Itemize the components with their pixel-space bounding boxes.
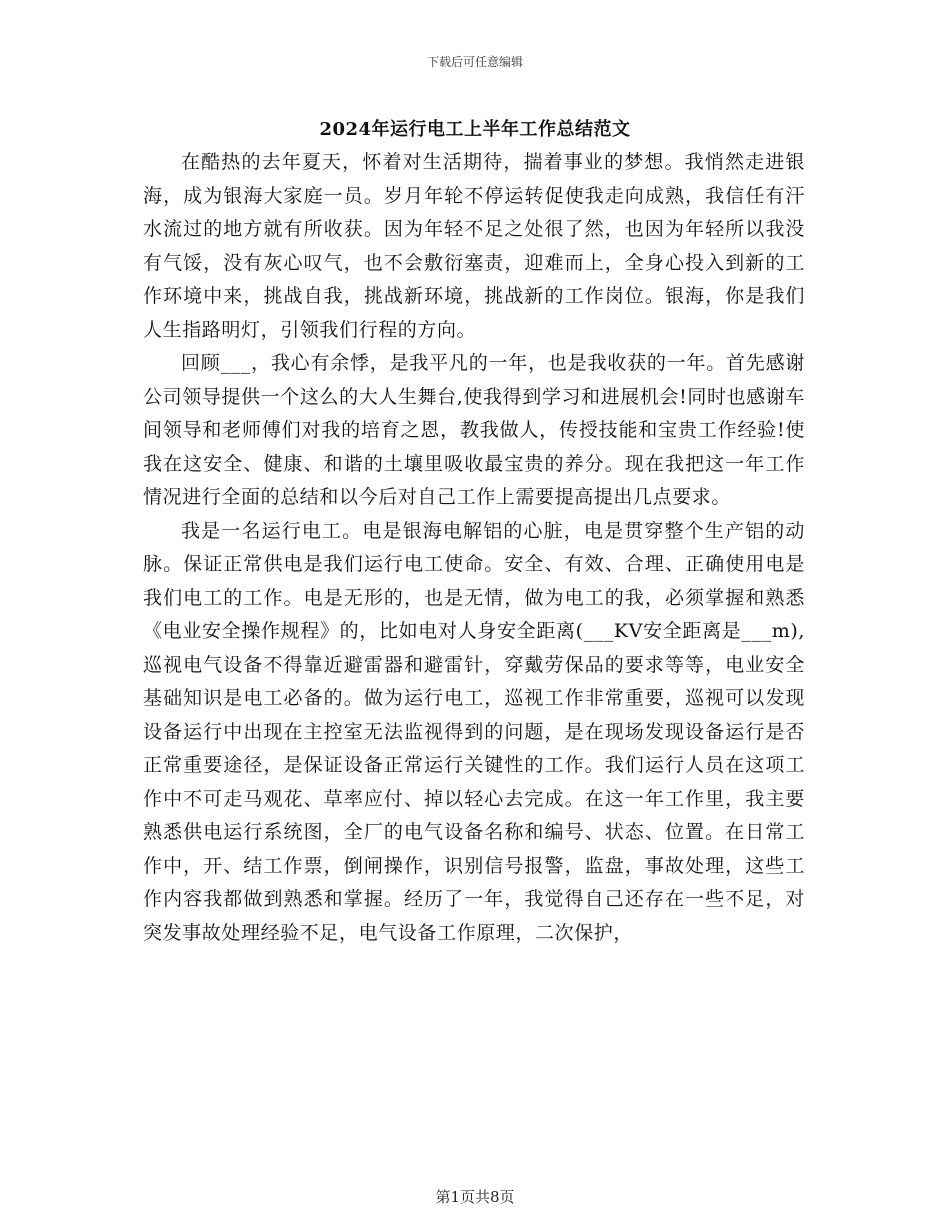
paragraph-3: 我是一名运行电工。电是银海电解铝的心脏，电是贯穿整个生产铝的动脉。保证正常供电是我们运行电工使命。安全、有效、合理、正确使用电是我们电工的工作。电是无形的，也是无情，做为电工的我，必须掌握和熟悉《电业安全操作规程》的，比如电对人身安全距离(___KV安全距离是___m),巡视电气设备不得靠近避雷器和避雷针，穿戴劳保品的要求等等，电业安全基础知识是电工必备的。做为运行电工，巡视工作非常重要，巡视可以发现设备运行中出现在主控室无法监视得到的问题，是在现场发现设备运行是否正常重要途径，是保证设备正常运行关键性的工作。我们运行人员在这项工作中不可走马观花、草率应付、掉以轻心去完成。在这一年工作里，我主要熟悉供电运行系统图，全厂的电气设备名称和编号、状态、位置。在日常工作中，开、结工作票，倒闸操作，识别信号报警，监盘，事故处理，这些工作内容我都做到熟悉和掌握。经历了一年，我觉得自己还存在一些不足，对突发事故处理经验不足，电气设备工作原理，二次保护，	[143, 519, 805, 944]
paragraph-2: 回顾___，我心有余悸，是我平凡的一年，也是我收获的一年。首先感谢公司领导提供一个这么的大人生舞台,使我得到学习和进展机会!同时也感谢车间领导和老师傅们对我的培育之恩，教我做人，传授技能和宝贵工作经验!使我在这安全、健康、和谐的土壤里吸收最宝贵的养分。现在我把这一年工作情况进行全面的总结和以今后对自己工作上需要提高提出几点要求。	[143, 352, 805, 508]
document-title: 2024年运行电工上半年工作总结范文	[319, 119, 631, 140]
document-body	[143, 146, 805, 950]
page-number: 第1页共8页	[435, 1188, 515, 1206]
paragraph-1: 在酷热的去年夏天，怀着对生活期待，揣着事业的梦想。我悄然走进银海，成为银海大家庭一员。岁月年轮不停运转促使我走向成熟，我信任有汗水流过的地方就有所收获。因为年轻不足之处很了然，也因为年轻所以我没有气馁，没有灰心叹气，也不会敷衍塞责，迎难而上，全身心投入到新的工作环境中来，挑战自我，挑战新环境，挑战新的工作岗位。银海，你是我们人生指路明灯，引领我们行程的方向。	[143, 151, 805, 341]
header-note: 下载后可任意编辑	[426, 55, 523, 69]
